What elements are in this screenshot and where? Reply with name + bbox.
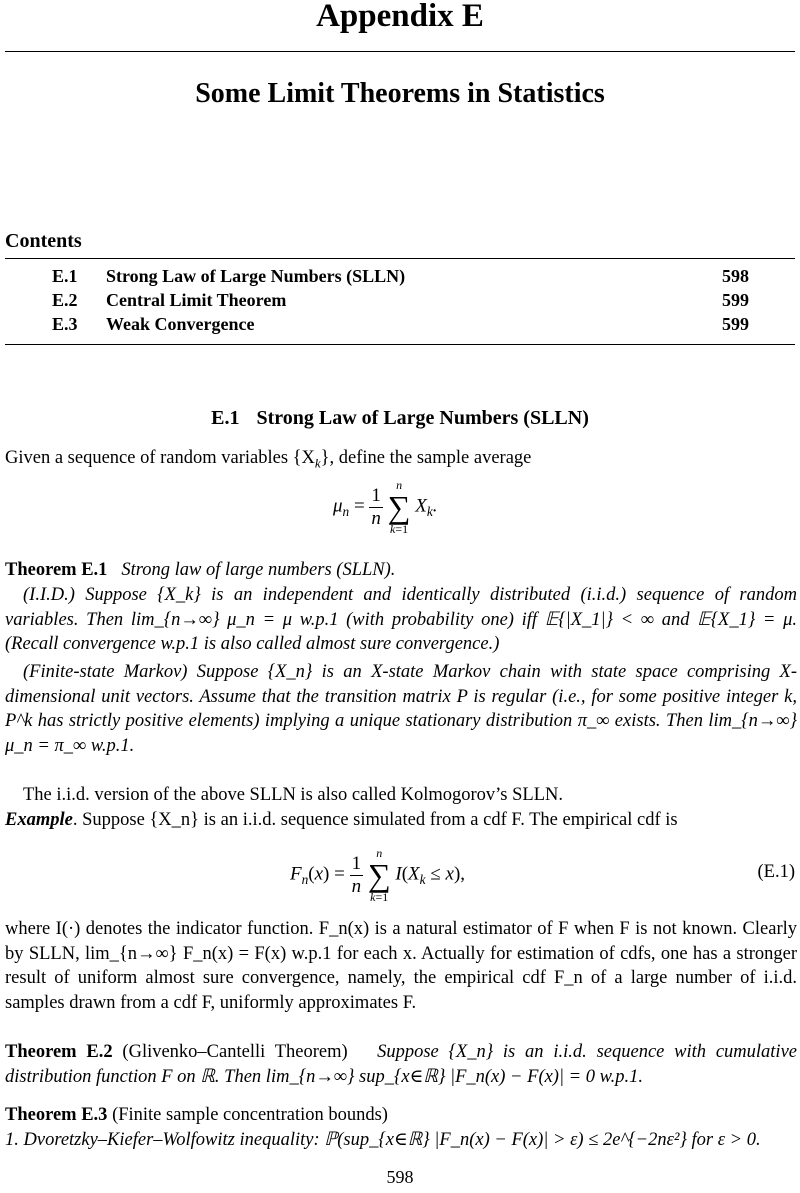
empirical-cdf-equation: $F_n(x)$ = $\frac{1}{n}$ n ∑ k=1 $I(X_k \le x)$, bbox=[290, 846, 466, 904]
theorem-text: Suppose {X_n} is an i.i.d. sequence with cumulative distribution function F on ℝ. Then lim_{n→∞} sup_{x∈ℝ} |F_n(x) − F(x)| = 0 w.p.1. bbox=[5, 1042, 797, 1087]
header-rule bbox=[5, 51, 795, 52]
theorem-name: (Finite sample concentration bounds) bbox=[112, 1105, 388, 1125]
theorem-e1-heading bbox=[5, 558, 797, 583]
example-text: Suppose {X_n} is an i.i.d. sequence simulated from a cdf F. The empirical cdf is bbox=[82, 810, 678, 830]
toc-number: E.3 bbox=[52, 314, 78, 334]
theorem-name: (Glivenko–Cantelli Theorem) bbox=[122, 1042, 348, 1062]
toc-number: E.1 bbox=[52, 266, 78, 286]
section-title: Strong Law of Large Numbers (SLLN) bbox=[256, 407, 589, 429]
toc-page: 599 bbox=[722, 314, 749, 334]
theorem-label: Theorem E.3 bbox=[5, 1105, 108, 1125]
toc-number: E.2 bbox=[52, 290, 78, 310]
chapter-title: Some Limit Theorems in Statistics bbox=[195, 78, 605, 109]
page-number: 598 bbox=[386, 1167, 414, 1187]
equation-number: (E.1) bbox=[757, 862, 795, 882]
theorem-label: Theorem E.2 bbox=[5, 1042, 113, 1062]
theorem-e1-markov-paragraph: (Finite-state Markov) Suppose {X_n} is an X-state Markov chain with state space comprising X-dimensional unit vectors. Assume that the transition matrix P is regular (i.e., for some positive integer k, P^k has strictly positive elements) implying a unique stationary distribution π_∞ exists. Then lim_{n→∞} μ_n = π_∞ w.p.1. bbox=[5, 662, 797, 756]
appendix-title: Appendix E bbox=[316, 0, 484, 34]
toc-entry[interactable] bbox=[52, 312, 749, 336]
section-number: E.1 bbox=[211, 407, 240, 429]
toc-page: 599 bbox=[722, 290, 749, 310]
toc-title: Central Limit Theorem bbox=[106, 290, 287, 310]
toc-entry[interactable] bbox=[52, 288, 749, 312]
contents-heading: Contents bbox=[5, 230, 82, 252]
contents-bottom-rule bbox=[5, 344, 795, 345]
theorem-e2 bbox=[5, 1040, 797, 1089]
toc-page: 598 bbox=[722, 266, 749, 286]
theorem-e1-iid-paragraph: (I.I.D.) Suppose {X_k} is an independent and identically distributed (i.i.d.) sequence of random variables. Then lim_{n→∞} μ_n = μ w.p.1 (with probability one) iff 𝔼{|X_1|} < ∞ and 𝔼{X_1} = μ. (Recall convergence w.p.1 is also called almost sure convergence.) bbox=[5, 585, 797, 654]
contents-top-rule bbox=[5, 258, 795, 259]
intro-paragraph: Given a sequence of random variables $\{X_k\}$, define the sample average bbox=[5, 448, 532, 471]
section-heading bbox=[0, 407, 800, 430]
example-label: Example bbox=[5, 810, 73, 830]
toc-title: Weak Convergence bbox=[106, 314, 255, 334]
where-paragraph: where I(·) denotes the indicator function. F_n(x) is a natural estimator of F when F is not known. Clearly by SLLN, lim_{n→∞} F_n(x) = F(x) w.p.1 for each x. Actually for estimation of cdfs, one has a stronger result of uniform almost sure convergence, namely, the empirical cdf F_n of a large number of i.i.d. samples drawn from a cdf F, uniformly approximates F. bbox=[5, 919, 797, 1013]
theorem-label: Theorem E.1 bbox=[5, 560, 108, 580]
sample-average-equation: $\mu_n$ = $\frac{1}{n}$ n ∑ k=1 $X_k$. bbox=[333, 478, 438, 536]
toc-title: Strong Law of Large Numbers (SLLN) bbox=[106, 266, 406, 286]
dkw-inequality-item: 1. Dvoretzky–Kiefer–Wolfowitz inequality: ℙ(sup_{x∈ℝ} |F_n(x) − F(x)| > ε) ≤ 2e^{−2nε²} for ε > 0. bbox=[5, 1130, 761, 1150]
theorem-title: Strong law of large numbers (SLLN). bbox=[121, 560, 396, 580]
example-paragraph: Example. Suppose {X_n} is an i.i.d. sequence simulated from a cdf F. The empirical cdf is bbox=[5, 810, 678, 830]
toc-entry[interactable] bbox=[52, 264, 749, 288]
kolmogorov-paragraph: The i.i.d. version of the above SLLN is also called Kolmogorov’s SLLN. bbox=[23, 785, 564, 805]
theorem-e3-heading bbox=[5, 1103, 797, 1128]
